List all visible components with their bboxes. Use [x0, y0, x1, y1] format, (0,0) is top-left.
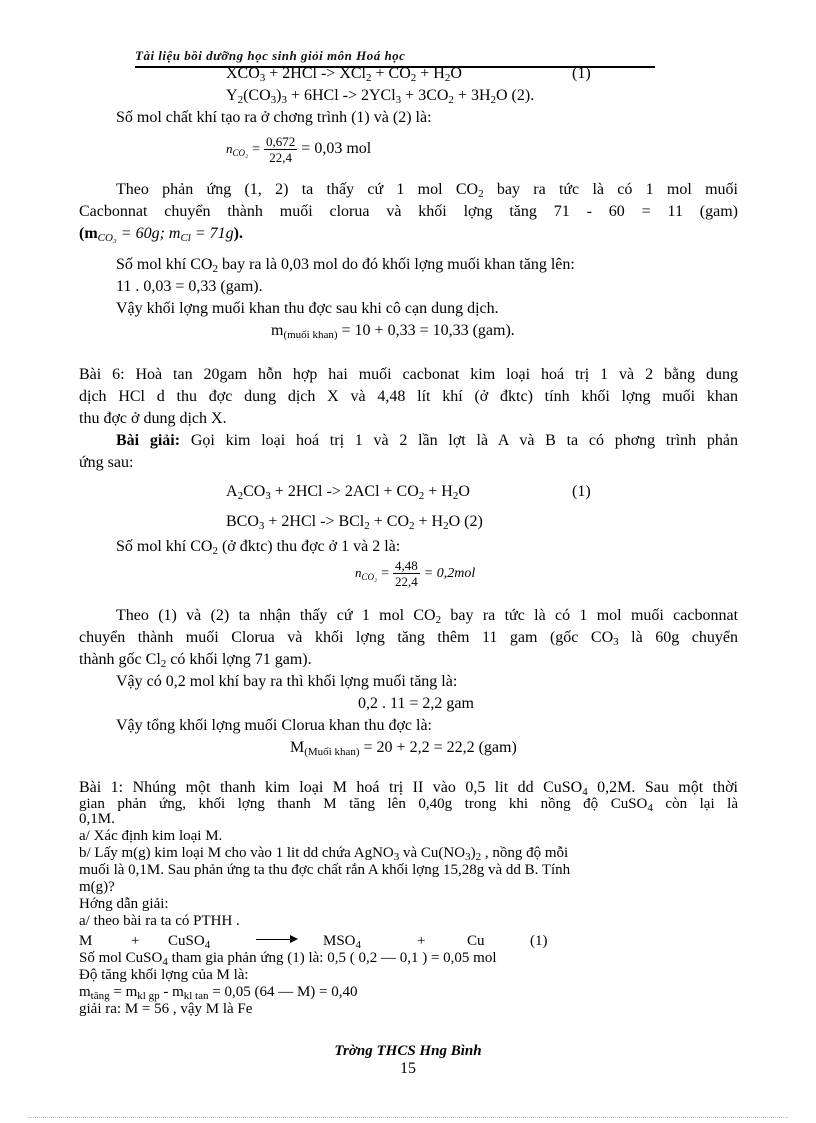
page-footer: Trờng THCS Hng Bình: [334, 1043, 482, 1059]
problem-1-text: 0,1M.: [79, 811, 115, 827]
paragraph-line: Vậy khối lợng muối khan thu đợc sau khi cô cạn dung dịch.: [116, 300, 499, 317]
paragraph-line: $m_{tăng} = m_{kl gp} - m_{kl tan} = 0,05$ (64 — M) = 0,40: [79, 984, 358, 1002]
solution-heading: Hớng dẫn giải:: [79, 896, 169, 912]
problem-1-text: b/ Lấy m(g) kim loại M cho vào 1 lit dd chứa AgNO$_3$ và $Cu(NO_3)_2$ , nồng độ mỗi: [79, 845, 569, 863]
page-number: 15: [400, 1060, 416, 1077]
paragraph-line: Cacbonnat chuyển thành muối clorua và khối lợng tăng 71 - 60 = 11 (gam): [79, 203, 738, 220]
paragraph-line: ứng sau:: [79, 454, 134, 471]
paragraph-line: thành gốc $Cl_2$ có khối lợng 71 gam).: [79, 651, 312, 670]
paragraph-line: Theo (1) và (2) ta nhận thấy cứ 1 mol $CO_2$ bay ra tức là có 1 mol muối cacbonnat: [116, 607, 739, 626]
formula-n-co2-2: $n_{CO_2}$ = $\frac{4,48}{22,4}$ = 0,2mol: [355, 558, 476, 589]
equation-1: $XCO_3 + 2HCl -> XCl_2 + CO_2 + H_2O$: [226, 65, 462, 84]
paragraph-line: Số mol khí $CO_2$ bay ra là 0,03 mol do đó khối lợng muối khan tăng lên:: [116, 256, 575, 275]
equation-3-number: (1): [572, 483, 591, 500]
paragraph-line: chuyển thành muối Clorua và khối lợng tăng thêm 11 gam (gốc $CO_3$ là 60g chuyển: [79, 629, 738, 648]
paragraph-line: giải ra: M = 56 , vậy M là Fe: [79, 1001, 253, 1017]
problem-1-text: m(g)?: [79, 879, 115, 895]
equation-5-plus: +: [131, 933, 140, 949]
paragraph-line: Số mol chất khí tạo ra ở chơng trình (1) và (2) là:: [116, 109, 432, 126]
problem-6-text: thu đợc ở dung dịch X.: [79, 410, 227, 427]
problem-1-text: muối là 0,1M. Sau phản ứng ta thu đợc chất rắn A khối lợng 15,28g và dd B. Tính: [79, 862, 571, 878]
equation-1-number: (1): [572, 65, 591, 82]
paragraph-line: $M_{(Muối khan)} = 20 + 2,2 = 22,2$ (gam): [290, 739, 517, 758]
paragraph-line: a/ theo bài ra ta có PTHH .: [79, 913, 240, 929]
paragraph-line: ($m_{CO_3} = 60g$; $m_{Cl} = 71g$).: [79, 225, 243, 244]
equation-5-cuso4: CuSO$_4$: [168, 933, 211, 951]
problem-6-text: Bài 6: Hoà tan 20gam hỗn hợp hai muối cacbonat kim loại hoá trị 1 và 2 bằng dung: [79, 366, 738, 383]
paragraph-line: 11 . 0,03 = 0,33 (gam).: [116, 278, 263, 295]
paragraph-line: $m_{(muối khan)} = 10 + 0,33 = 10,33$ (gam).: [271, 322, 515, 341]
equation-5-mso4: $MSO_4$: [323, 933, 362, 951]
reaction-arrow: [250, 933, 302, 950]
equation-2: $Y_2(CO_3)_3 + 6HCl -> 2YCl_3 + 3CO_2 + 3H_2O$ (2).: [226, 87, 535, 106]
paragraph-line: Số mol khí $CO_2$ (ở đktc) thu đợc ở 1 và 2 là:: [116, 538, 401, 557]
paragraph-line: Độ tăng khối lợng của M là:: [79, 967, 249, 983]
equation-5-number: (1): [530, 933, 548, 949]
equation-5-cu: Cu: [467, 933, 485, 949]
paragraph-line: 0,2 . 11 = 2,2 gam: [358, 695, 474, 712]
problem-1-text: gian phản ứng, khối lợng thanh M tăng lên 0,40g trong khi nồng độ CuSO$_4$ còn lại là: [79, 796, 738, 814]
solution-heading: Bài giải: Gọi kim loại hoá trị 1 và 2 lần lợt là A và B ta có phơng trình phản: [116, 432, 738, 449]
paragraph-line: Theo phản ứng (1, 2) ta thấy cứ 1 mol $CO_2$ bay ra tức là có 1 mol muối: [116, 181, 738, 200]
equation-3: $A_2CO_3 + 2HCl -> 2ACl + CO_2 + H_2O$: [226, 483, 470, 502]
problem-1-text: a/ Xác định kim loại M.: [79, 828, 223, 844]
equation-5-m: M: [79, 933, 93, 949]
problem-6-text: dịch HCl d thu đợc dung dịch X và 4,48 lít khí (ở đktc) tính khối lợng muối khan: [79, 388, 738, 405]
footer-divider: [28, 1117, 788, 1118]
problem-1-text: Bài 1: Nhúng một thanh kim loại M hoá trị II vào 0,5 lit dd CuSO$_4$ 0,2M. Sau một thời: [79, 779, 739, 798]
formula-n-co2-1: $n_{CO_2}$ = $\frac{0,672}{22,4}$ = 0,03 mol: [226, 134, 372, 165]
page-header: Tài liệu bồi dưỡng học sinh giỏi môn Hoá học: [135, 50, 655, 68]
paragraph-line: Số mol CuSO$_4$ tham gia phản ứng (1) là: 0,5 ( 0,2 — 0,1 ) = 0,05 mol: [79, 950, 497, 968]
paragraph-line: Vậy tổng khối lợng muối Clorua khan thu đợc là:: [116, 717, 432, 734]
equation-5-plus: +: [417, 933, 426, 949]
paragraph-line: Vậy có 0,2 mol khí bay ra thì khối lợng muối tăng là:: [116, 673, 458, 690]
equation-4: $BCO_3 + 2HCl -> BCl_2 + CO_2 + H_2O$ (2): [226, 513, 483, 532]
